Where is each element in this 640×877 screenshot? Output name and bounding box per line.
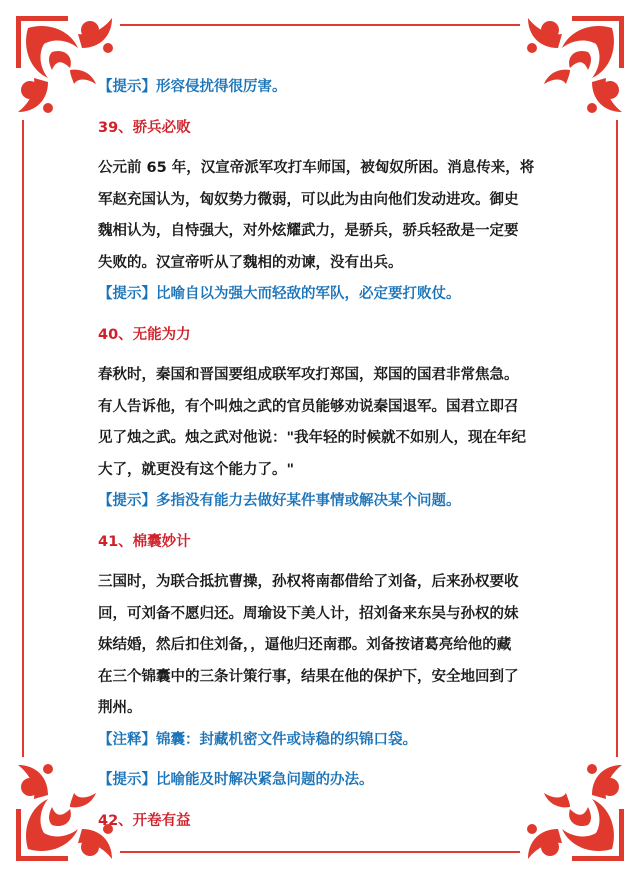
story-line: 在三个锦囊中的三条计策行事，结果在他的保护下，安全地回到了 (98, 668, 519, 685)
story-line: 三国时，为联合抵抗曹操，孙权将南都借给了刘备，后来孙权要收 (98, 574, 519, 590)
entry-heading: 42、开卷有益 (98, 812, 191, 829)
story-line: 公元前 65 年，汉宣帝派军攻打车师国，被匈奴所困。消息传来，将 (98, 160, 535, 176)
story-line: 妹结婚，然后扣住刘备，，逼他归还南郡。刘备按诸葛亮给他的藏 (98, 637, 512, 653)
story-line: 春秋时，秦国和晋国要组成联军攻打郑国，郑国的国君非常焦急。 (98, 367, 519, 383)
story-line: 魏相认为，自恃强大，对外炫耀武力，是骄兵，骄兵轻敌是一定要 (98, 223, 519, 239)
frame-top-line (120, 24, 520, 26)
frame-left-line (22, 120, 24, 757)
document-body (98, 72, 558, 837)
story-line: 失败的。汉宣帝听从了魏相的劝谏，没有出兵。 (98, 254, 403, 271)
story-line: 回，可刘备不愿归还。周瑜设下美人计，招刘备来东吴与孙权的妹 (98, 605, 519, 622)
tip-previous: 【提示】形容侵扰得很厉害。 (98, 79, 287, 95)
entry-note: 【注释】锦囊：封藏机密文件或诗稳的织锦口袋。 (98, 731, 417, 748)
entry-heading: 39、骄兵必败 (98, 119, 191, 136)
entry-story (98, 360, 558, 486)
entry-heading: 40、无能为力 (98, 326, 191, 343)
entry-story (98, 153, 558, 279)
frame-bottom-line (120, 851, 520, 853)
story-line: 见了烛之武。烛之武对他说："我年轻的时候就不如别人，现在年纪 (98, 430, 527, 446)
story-line: 大了，就更没有这个能力了。" (98, 461, 295, 478)
entry-tip: 【提示】比喻自以为强大而轻敌的军队，必定要打败仗。 (98, 286, 461, 302)
frame-right-line (616, 120, 618, 757)
entry-tip: 【提示】多指没有能力去做好某件事情或解决某个问题。 (98, 493, 461, 509)
entry-story (98, 567, 558, 725)
story-line: 荆州。 (98, 700, 142, 716)
story-line: 军赵充国认为，匈奴势力微弱，可以此为由向他们发动进攻。御史 (98, 191, 519, 208)
entry-tip: 【提示】比喻能及时解决紧急问题的办法。 (98, 772, 374, 788)
entry-heading: 41、棉囊妙计 (98, 533, 191, 550)
story-line: 有人告诉他，有个叫烛之武的官员能够劝说秦国退军。国君立即召 (98, 398, 519, 415)
